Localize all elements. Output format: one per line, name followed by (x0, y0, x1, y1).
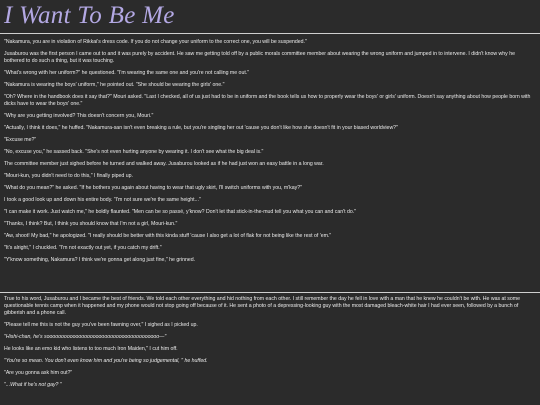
paragraph: "What do you mean?" he asked. "If he bothers you again about having to wear that ugly skirt, I'll switch uniforms with you, m'kay?" (4, 185, 302, 191)
paragraph: I took a good look up and down his entire body. "I'm not sure we're the same height..." (4, 197, 201, 203)
paragraph: True to his word, Jusaburou and I became the best of friends. We told each other everything and hid nothing from each other. I still remember the day he fell in love with a man that he knew he couldn't be with. He was at some questionable tennis camp when it happened and my phone would not stop going off because of it. He sent a photo of a depressing-looking guy with the most damaged bleach-white hair I had ever seen, followed by a bunch of gibberish and a phone call. (4, 296, 520, 316)
paragraph: "Please tell me this is not the guy you've been fawning over," I sighed as I picked up. (4, 322, 198, 328)
divider-top (0, 33, 540, 34)
paragraph: "Are you gonna ask him out?" (4, 370, 73, 376)
paragraph: The committee member just sighed before he turned and walked away. Jusaburou looked as if he had just won an easy battle in a long war. (4, 161, 324, 167)
paragraph: "Nakamura is wearing the boys' uniform," he pointed out. "She should be wearing the girls' one." (4, 82, 225, 88)
paragraph: "No, excuse you," he sassed back. "She's not even hurting anyone by wearing it. I don't see what the big deal is." (4, 149, 264, 155)
story-part-1 (4, 39, 534, 269)
paragraph: "Aw, shoot! My bad," he apologized. "I really should be better with this kinda stuff 'cause I also get a lot of flak for not being like the rest of 'em." (4, 233, 332, 239)
paragraph: "Actually, I think it does," he huffed. "Nakamura-san isn't even breaking a rule, but you're singling her out 'cause you don't like how she doesn't fit in your biased worldview?" (4, 125, 398, 131)
paragraph: He looks like an emo kid who listens to too much Iron Maiden," I cut him off. (4, 346, 178, 352)
paragraph: "Oh? Where in the handbook does it say that?" Mouri asked. "Last I checked, all of us just had to be in uniform and the book tells us how to properly wear the boys' or girls' uniform. Doesn't say anything about how people born with dicks have to wear the boys' one." (4, 94, 531, 107)
paragraph: "Y'know something, Nakamura? I think we're gonna get along just fine," he grinned. (4, 257, 196, 263)
paragraph: Jusaburou was the first person I came out to and it was purely by accident. He saw me getting told off by a public morals committee member about wearing the wrong uniform and jumped in to intervene. I didn't know why he bothered to do such a thing, but it was touching. (4, 51, 515, 64)
paragraph: "Excuse me?" (4, 137, 37, 143)
paragraph: "I can make it work. Just watch me," he boldly flaunted. "Men can be so passé, y'know? Don't let that stick-in-the-mud tell you what you can and can't do." (4, 209, 357, 215)
paragraph: "Thanks, I think? But, I think you should know that I'm not a girl, Mouri-kun." (4, 221, 178, 227)
divider-middle (0, 292, 540, 293)
story-title: I Want To Be Me (4, 2, 175, 29)
paragraph: "Hishi-chan, he's sooooooooooooooooooooooooooooooooooooooo—" (4, 334, 167, 340)
paragraph: "It's alright," I chuckled. "I'm not exactly out yet, if you catch my drift." (4, 245, 162, 251)
paragraph: "Mouri-kun, you didn't need to do this," I finally piped up. (4, 173, 133, 179)
story-part-2 (4, 296, 534, 394)
paragraph: "What's wrong with her uniform?" he questioned. "I'm wearing the same one and you're not calling me out." (4, 70, 250, 76)
paragraph: "Why are you getting involved? This doesn't concern you, Mouri." (4, 113, 154, 119)
paragraph: "You're so mean. You don't even know him and you're being so judgemental, " he huffed. (4, 358, 208, 364)
paragraph: "...What if he's not gay? " (4, 382, 62, 388)
paragraph: "Nakamura, you are in violation of Rikkai's dress code. If you do not change your uniform to the correct one, you will be suspended." (4, 39, 307, 45)
